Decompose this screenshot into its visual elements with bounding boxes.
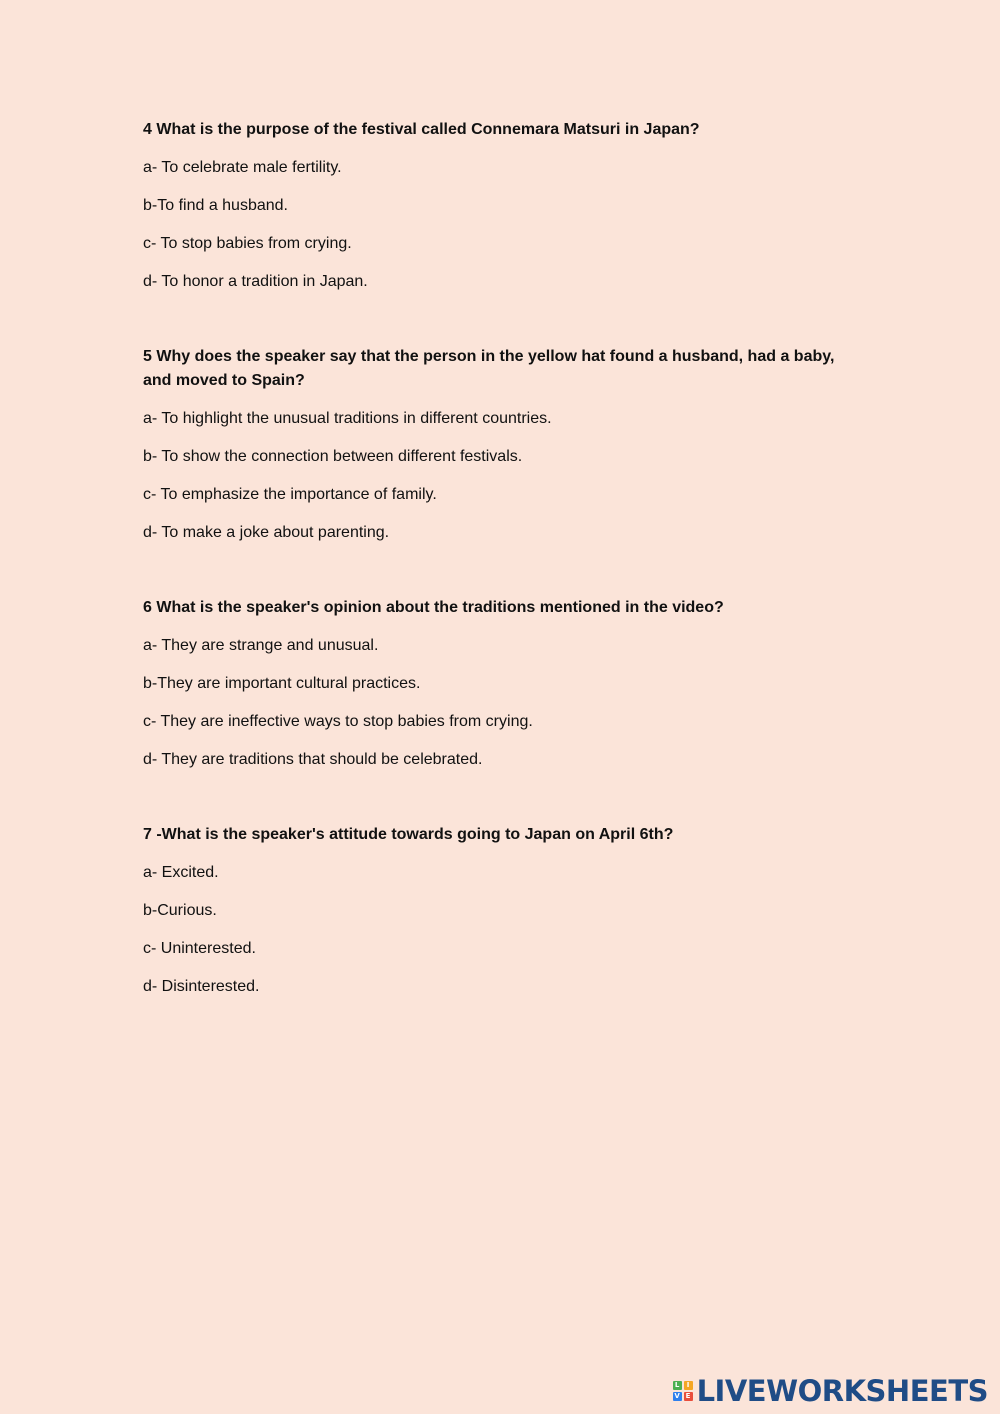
answer-option: a- Excited. [143,864,219,881]
answer-option: c- To emphasize the importance of family. [143,486,437,503]
logo-text: LIVEWORKSHEETS [696,1374,988,1408]
answer-option: d- To honor a tradition in Japan. [143,273,368,290]
liveworksheets-logo [673,1374,988,1408]
answer-option: b-Curious. [143,902,217,919]
question-7 [143,823,863,999]
answer-option: b-They are important cultural practices. [143,675,421,692]
logo-mark-tile: L [673,1381,682,1390]
answer-option: b-To find a husband. [143,197,288,214]
answer-option: c- Uninterested. [143,940,256,957]
answer-option: a- They are strange and unusual. [143,637,379,654]
answer-option: c- They are ineffective ways to stop babies from crying. [143,713,533,730]
question-title: 7 -What is the speaker's attitude towards going to Japan on April 6th? [143,826,674,843]
answer-option: a- To celebrate male fertility. [143,159,342,176]
answer-option: d- Disinterested. [143,978,260,995]
question-4 [143,118,863,294]
logo-mark-tile: V [674,1392,680,1400]
answer-option: b- To show the connection between different festivals. [143,448,523,465]
question-5 [143,345,863,545]
answer-option: c- To stop babies from crying. [143,235,352,252]
question-title: 6 What is the speaker's opinion about the traditions mentioned in the video? [143,599,724,616]
logo-mark-icon [673,1381,693,1401]
question-title: 4 What is the purpose of the festival called Connemara Matsuri in Japan? [143,121,700,138]
question-6 [143,596,863,772]
logo-mark-tile: I [684,1381,693,1390]
answer-option: d- They are traditions that should be celebrated. [143,751,483,768]
answer-option: a- To highlight the unusual traditions in different countries. [143,410,552,427]
question-title: 5 Why does the speaker say that the person in the yellow hat found a husband, had a baby, and moved to Spain? [143,348,835,389]
answer-option: d- To make a joke about parenting. [143,524,390,541]
logo-mark-tile: E [684,1392,693,1401]
